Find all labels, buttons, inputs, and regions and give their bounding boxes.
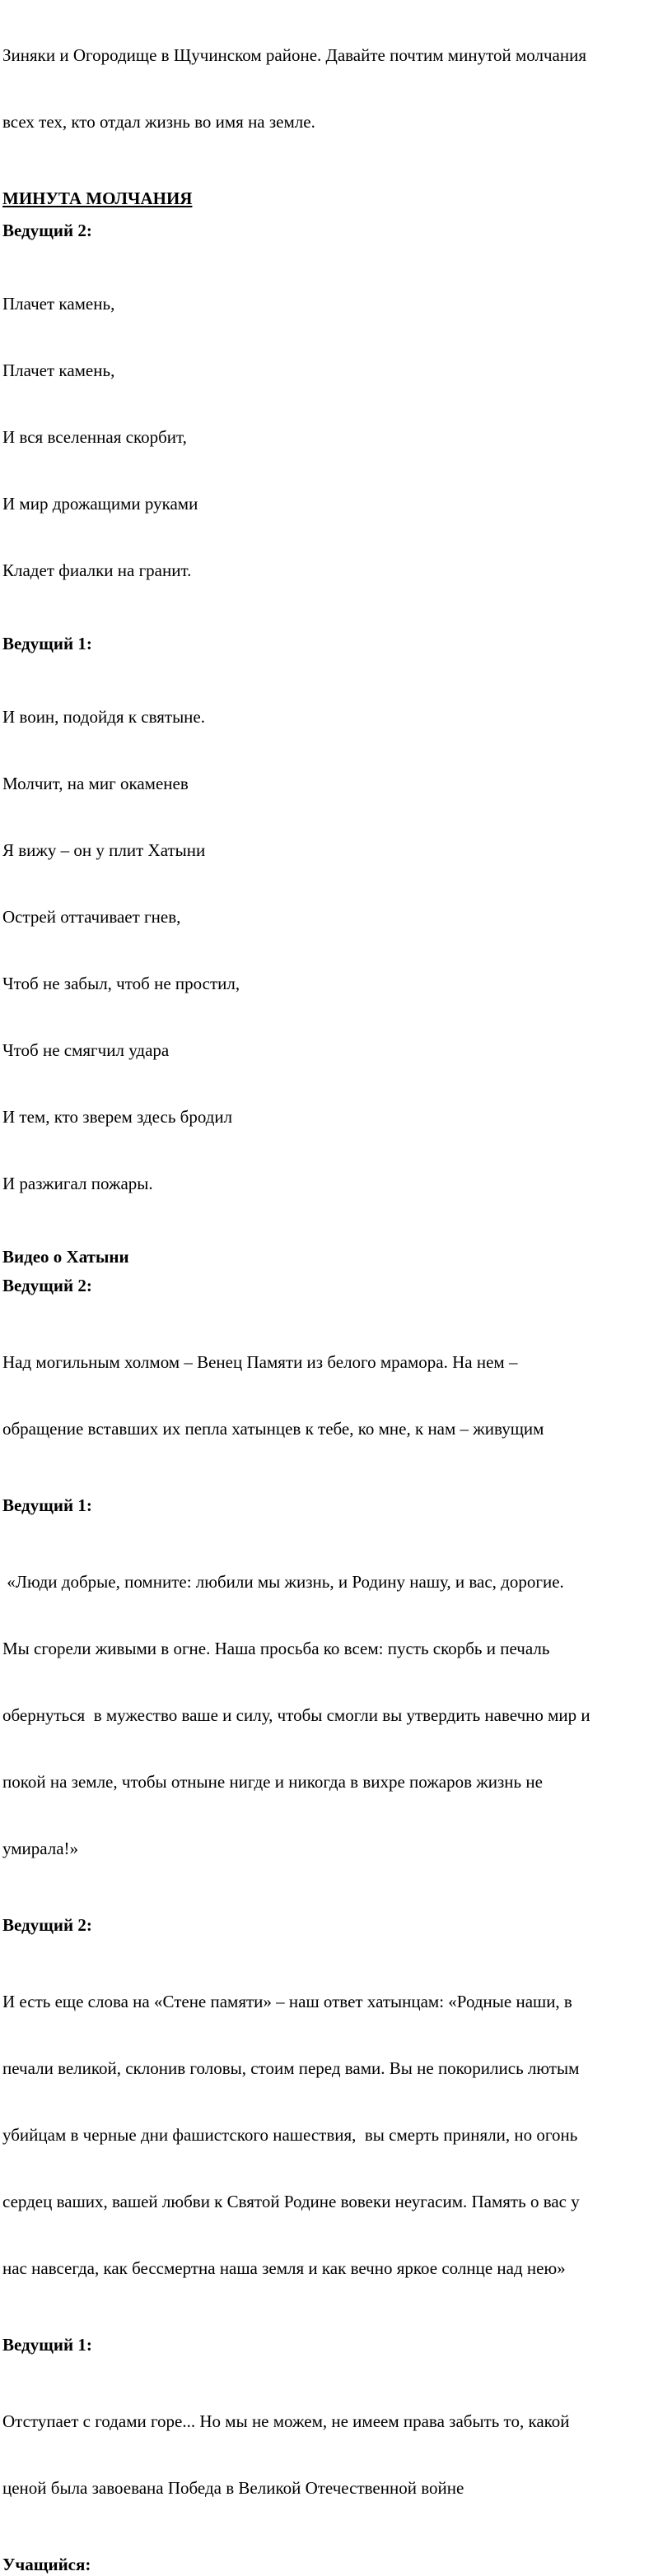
text-line: И есть еще слова на «Стене памяти» – наш ответ хатынцам: «Родные наши, в — [2, 1992, 572, 2011]
poem-line: И мир дрожащими руками — [2, 494, 198, 514]
poem-stanza — [2, 662, 670, 1239]
text-line: всех тех, кто отдал жизнь во имя на земле. — [2, 112, 315, 132]
paragraph — [2, 1946, 670, 2324]
poem-line: И воин, подойдя к святыне. — [2, 707, 205, 727]
text-line: Над могильным холмом – Венец Памяти из белого мрамора. На нем – — [2, 1352, 518, 1372]
text-line: нас навсегда, как бессмертна наша земля и как вечно яркое солнце над нею» — [2, 2258, 566, 2278]
speaker-label: Ведущий 1: — [2, 2335, 92, 2355]
poem-line: И тем, кто зверем здесь бродил — [2, 1107, 233, 1127]
speaker-label: Ведущий 1: — [2, 634, 92, 653]
document-page — [2, 0, 670, 2576]
speaker-label: Ведущий 2: — [2, 1915, 92, 1935]
poem-line: Я вижу – он у плит Хатыни — [2, 840, 206, 860]
poem-line: Плачет камень, — [2, 360, 115, 380]
text-line: сердец ваших, вашей любви к Святой Родине вовеки неугасим. Память о вас у — [2, 2192, 580, 2211]
speaker-label: Ведущий 2: — [2, 221, 92, 240]
text-line: обернуться в мужество ваше и силу, чтобы смогли вы утвердить навечно мир и — [2, 1705, 590, 1725]
poem-line: Острей оттачивает гнев, — [2, 907, 181, 927]
speaker-label: Ведущий 1: — [2, 1495, 92, 1515]
video-label: Видео о Хатыни — [2, 1247, 129, 1267]
poem-stanza — [2, 249, 670, 626]
poem-line: Плачет камень, — [2, 294, 115, 314]
speaker-label: Учащийся: — [2, 2555, 91, 2574]
intro-paragraph — [2, 0, 670, 178]
text-line: Мы сгорели живыми в огне. Наша просьба ко всем: пусть скорбь и печаль — [2, 1639, 550, 1658]
text-line: ценой была завоевана Победа в Великой Отечественной войне — [2, 2478, 464, 2498]
poem-line: Чтоб не смягчил удара — [2, 1040, 170, 1060]
paragraph — [2, 1527, 670, 1904]
poem-line: И разжигал пожары. — [2, 1174, 153, 1193]
paragraph — [2, 1307, 670, 1485]
poem-line: Чтоб не забыл, чтоб не простил, — [2, 974, 240, 993]
poem-line: И вся вселенная скорбит, — [2, 427, 187, 447]
text-line: печали великой, склонив головы, стоим перед вами. Вы не покорились лютым — [2, 2058, 580, 2078]
text-line: Отступает с годами горе... Но мы не можем, не имеем права забыть то, какой — [2, 2411, 570, 2431]
text-line: убийцам в черные дни фашистского нашествия, вы смерть приняли, но огонь — [2, 2125, 578, 2145]
text-line: покой на земле, чтобы отныне нигде и никогда в вихре пожаров жизнь не — [2, 1772, 543, 1792]
heading-minute-of-silence: МИНУТА МОЛЧАНИЯ — [2, 188, 193, 208]
text-line: умирала!» — [2, 1839, 79, 1858]
text-line: «Люди добрые, помните: любили мы жизнь, и Родину нашу, и вас, дорогие. — [2, 1572, 564, 1592]
text-line: Зиняки и Огородище в Щучинском районе. Давайте почтим минутой молчания — [2, 45, 586, 65]
poem-line: Молчит, на миг окаменев — [2, 774, 189, 793]
speaker-label: Ведущий 2: — [2, 1276, 92, 1295]
poem-line: Кладет фиалки на гранит. — [2, 560, 192, 580]
text-line: обращение вставших их пепла хатынцев к тебе, ко мне, к нам – живущим — [2, 1419, 544, 1439]
paragraph — [2, 2366, 670, 2544]
